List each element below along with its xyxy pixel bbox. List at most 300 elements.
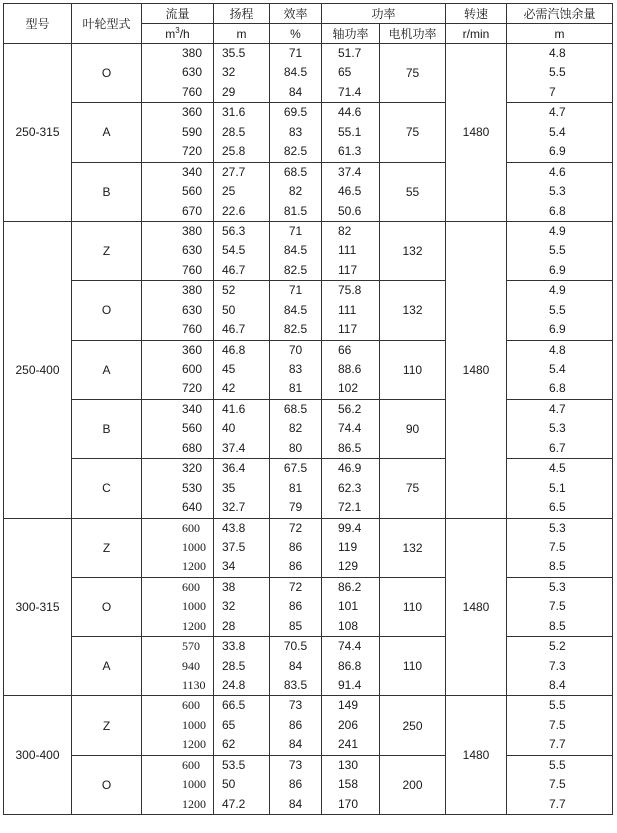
efficiency-value: 84.5 [283,243,308,258]
shaft-power-value: 56.2 [338,401,362,416]
head-cell [214,459,270,518]
head-value: 43.8 [222,520,246,535]
impeller-row [4,44,613,103]
head-value: 35 [222,480,236,495]
head-values [214,400,269,458]
npsh-value: 7.3 [549,658,566,673]
flow-values [142,341,213,399]
npsh-value: 5.3 [549,184,566,199]
npsh-value: 4.7 [549,105,566,120]
npsh-value: 7.5 [549,539,566,554]
shaft-power-cell [322,518,380,577]
npsh-value: 5.2 [549,639,566,654]
efficiency-cell [270,755,322,814]
shaft-power-values [322,281,379,339]
head-cell [214,637,270,696]
shaft-power-values [322,400,379,458]
shaft-power-value: 101 [338,599,359,614]
impeller-type-cell: O [72,755,142,814]
shaft-power-value: 111 [338,302,357,317]
shaft-power-value: 55.1 [338,124,362,139]
efficiency-header: 效率 [270,4,322,24]
efficiency-values [270,103,321,161]
efficiency-value: 84 [288,84,303,99]
flow-value: 1130 [182,678,206,692]
flow-values [142,163,213,221]
head-value: 50 [222,302,236,317]
efficiency-value: 84.5 [283,302,308,317]
efficiency-cell [270,577,322,636]
head-value: 31.6 [222,105,246,120]
efficiency-value: 86 [288,559,303,574]
model-cell: 250-400 [4,221,72,518]
flow-values [142,696,213,754]
header-row-1 [4,4,613,24]
efficiency-cell [270,340,322,399]
motor-power-cell: 110 [380,637,446,696]
motor-power-cell: 132 [380,281,446,340]
shaft-power-value: 88.6 [338,362,362,376]
npsh-value: 6.9 [549,262,566,277]
head-values [214,163,269,221]
shaft-power-value: 82 [338,223,352,238]
head-values [214,222,269,280]
head-cell [214,221,270,280]
efficiency-value: 81 [288,381,303,396]
head-value: 25 [222,184,236,199]
npsh-value: 7.5 [549,599,566,614]
flow-value: 600 [182,579,200,594]
flow-value: 640 [182,500,203,515]
power-header: 功率 [322,4,446,24]
impeller-type-cell: A [72,637,142,696]
efficiency-value: 84.5 [283,65,308,80]
shaft-power-cell [322,577,380,636]
npsh-value: 5.5 [549,698,566,713]
shaft-power-values [322,222,379,280]
npsh-cell [507,399,613,458]
impeller-row [4,755,613,814]
head-value: 46.8 [222,342,246,357]
efficiency-values [270,637,321,695]
head-values [214,756,269,814]
head-values [214,459,269,517]
flow-value: 760 [182,84,203,99]
speed-header: 转速 [446,4,507,24]
npsh-values [507,281,612,339]
npsh-values [507,578,612,636]
flow-value: 340 [182,164,203,179]
impeller-row [4,577,613,636]
shaft-power-value: 117 [338,322,358,337]
flow-value: 1000 [182,777,206,792]
shaft-power-value: 74.4 [338,421,362,436]
npsh-value: 5.4 [549,124,566,139]
efficiency-values [270,281,321,339]
efficiency-value: 70.5 [283,639,308,654]
npsh-cell [507,44,613,103]
head-value: 52 [222,283,236,298]
npsh-cell [507,518,613,577]
flow-cell [142,44,214,103]
npsh-value: 5.5 [549,302,566,317]
flow-cell [142,696,214,755]
shaft-power-cell [322,696,380,755]
npsh-value: 6.9 [549,322,566,337]
flow-value: 1000 [182,717,206,732]
npsh-cell [507,162,613,221]
efficiency-value: 73 [288,698,303,713]
flow-value: 1000 [182,539,206,554]
efficiency-unit: % [270,24,322,44]
head-cell [214,518,270,577]
npsh-values [507,163,612,221]
impeller-row [4,281,613,340]
npsh-header: 必需汽蚀余量 [507,4,613,24]
impeller-type-cell: B [72,399,142,458]
head-values [214,519,269,577]
npsh-value: 6.9 [549,144,566,159]
impeller-row [4,340,613,399]
npsh-value: 4.8 [549,342,566,357]
flow-value: 600 [182,757,200,772]
motor-power-cell: 200 [380,755,446,814]
shaft-power-cell [322,103,380,162]
shaft-power-value: 37.4 [338,164,362,179]
shaft-power-value: 71.4 [338,84,362,99]
efficiency-values [270,696,321,754]
shaft-power-cell [322,340,380,399]
impeller-type-cell: A [72,103,142,162]
npsh-cell [507,340,613,399]
flow-values [142,103,213,161]
head-value: 35.5 [222,46,246,60]
shaft-power-value: 62.3 [338,480,362,495]
npsh-value: 7.7 [549,796,566,811]
head-value: 37.4 [222,440,246,455]
npsh-values [507,756,612,814]
flow-unit-sup: 3 [175,25,180,35]
flow-value: 340 [182,401,203,416]
shaft-power-cell [322,162,380,221]
motor-power-cell: 75 [380,459,446,518]
npsh-cell [507,637,613,696]
shaft-power-cell [322,399,380,458]
impeller-type-cell: Z [72,221,142,280]
npsh-value: 5.1 [549,480,566,495]
npsh-value: 6.5 [549,500,566,515]
npsh-value: 5.3 [549,579,566,594]
flow-cell [142,755,214,814]
shaft-power-values [322,756,379,814]
impeller-type-cell: O [72,577,142,636]
head-value: 40 [222,421,236,436]
head-value: 38 [222,579,236,594]
efficiency-value: 85 [288,618,303,633]
head-values [214,103,269,161]
shaft-power-values [322,696,379,754]
efficiency-cell [270,518,322,577]
head-value: 56.3 [222,223,246,238]
flow-values [142,281,213,339]
npsh-value: 4.9 [549,283,566,298]
head-values [214,696,269,754]
npsh-values [507,222,612,280]
shaft-power-value: 91.4 [338,678,362,692]
npsh-values [507,459,612,517]
efficiency-cell [270,696,322,755]
head-value: 28 [222,618,236,633]
npsh-value: 7 [549,84,556,99]
efficiency-values [270,400,321,458]
motor-power-cell: 75 [380,103,446,162]
flow-values [142,459,213,517]
flow-value: 570 [182,639,200,654]
efficiency-cell [270,103,322,162]
motor-power-cell: 132 [380,221,446,280]
flow-value: 720 [182,381,203,396]
npsh-value: 4.7 [549,401,566,416]
head-value: 32 [222,65,236,80]
motor-power-cell: 55 [380,162,446,221]
shaft-power-cell [322,281,380,340]
efficiency-cell [270,44,322,103]
motor-power-cell: 110 [380,340,446,399]
flow-value: 1000 [182,599,206,614]
efficiency-value: 79 [288,500,303,515]
npsh-value: 5.4 [549,362,566,376]
head-value: 47.2 [222,796,246,811]
efficiency-value: 83 [288,124,303,139]
npsh-values [507,519,612,577]
efficiency-cell [270,637,322,696]
efficiency-values [270,578,321,636]
shaft-power-value: 102 [338,381,359,396]
npsh-values [507,400,612,458]
head-cell [214,281,270,340]
flow-value: 380 [182,283,203,298]
npsh-value: 5.5 [549,757,566,772]
speed-unit: r/min [446,24,507,44]
head-value: 25.8 [222,144,246,159]
shaft-power-value: 206 [338,717,359,732]
efficiency-value: 82.5 [283,262,308,277]
npsh-value: 4.8 [549,46,566,60]
head-value: 45 [222,362,236,376]
head-value: 50 [222,777,236,792]
flow-value: 1200 [182,559,206,574]
head-value: 46.7 [222,322,246,337]
head-value: 65 [222,717,236,732]
impeller-type-cell: O [72,281,142,340]
head-value: 46.7 [222,262,246,277]
flow-value: 560 [182,184,203,199]
efficiency-values [270,756,321,814]
motor-power-header: 电机功率 [380,24,446,44]
npsh-value: 7.7 [549,737,566,752]
shaft-power-value: 66 [338,342,352,357]
head-value: 53.5 [222,757,246,772]
shaft-power-value: 65 [338,65,352,80]
efficiency-value: 82.5 [283,144,308,159]
head-value: 36.4 [222,461,246,476]
model-cell: 300-315 [4,518,72,696]
head-cell [214,755,270,814]
flow-value: 720 [182,144,203,159]
flow-value: 600 [182,698,200,713]
impeller-type-cell: O [72,44,142,103]
flow-value: 590 [182,124,203,139]
efficiency-values [270,163,321,221]
shaft-power-value: 130 [338,757,359,772]
head-value: 42 [222,381,236,396]
efficiency-value: 86 [288,599,303,614]
flow-cell [142,399,214,458]
flow-cell [142,103,214,162]
head-value: 34 [222,559,236,574]
flow-values [142,578,213,636]
head-cell [214,162,270,221]
shaft-power-values [322,44,379,102]
motor-power-cell: 132 [380,518,446,577]
flow-value: 360 [182,342,203,357]
npsh-value: 6.8 [549,203,566,218]
shaft-power-cell [322,637,380,696]
shaft-power-cell [322,44,380,103]
efficiency-value: 82.5 [283,322,308,337]
shaft-power-cell [322,459,380,518]
motor-power-cell: 110 [380,577,446,636]
model-cell: 250-315 [4,44,72,222]
shaft-power-cell [322,755,380,814]
efficiency-cell [270,281,322,340]
head-value: 28.5 [222,658,246,673]
head-value: 41.6 [222,401,246,416]
efficiency-values [270,341,321,399]
impeller-type-cell: B [72,162,142,221]
efficiency-value: 71 [288,283,303,298]
npsh-value: 4.5 [549,461,566,476]
efficiency-cell [270,162,322,221]
impeller-row [4,637,613,696]
npsh-cell [507,221,613,280]
shaft-power-value: 86.5 [338,440,362,455]
motor-power-cell: 250 [380,696,446,755]
efficiency-value: 72 [288,520,303,535]
shaft-power-value: 50.6 [338,203,362,218]
flow-value: 670 [182,203,203,218]
npsh-value: 5.5 [549,243,566,258]
efficiency-cell [270,399,322,458]
flow-value: 1200 [182,796,206,811]
npsh-value: 7.5 [549,777,566,792]
flow-values [142,637,213,695]
npsh-value: 5.5 [549,65,566,80]
head-value: 54.5 [222,243,246,258]
npsh-value: 5.3 [549,520,566,535]
shaft-power-value: 117 [338,262,358,277]
shaft-power-value: 61.3 [338,144,362,159]
flow-value: 680 [182,440,203,455]
impeller-row [4,103,613,162]
shaft-power-values [322,637,379,695]
efficiency-value: 83 [288,362,303,376]
speed-cell: 1480 [446,44,507,222]
flow-value: 630 [182,65,203,80]
npsh-cell [507,577,613,636]
flow-cell [142,518,214,577]
head-value: 32.7 [222,500,246,515]
head-cell [214,103,270,162]
flow-values [142,400,213,458]
efficiency-value: 82 [288,421,303,436]
efficiency-value: 70 [288,342,303,357]
head-value: 29 [222,84,236,99]
shaft-power-value: 44.6 [338,105,362,120]
impeller-type-cell: A [72,340,142,399]
flow-value: 600 [182,362,203,376]
shaft-power-value: 75.8 [338,283,362,298]
motor-power-cell: 75 [380,44,446,103]
impeller-type-cell: C [72,459,142,518]
head-value: 28.5 [222,124,246,139]
shaft-power-value: 108 [338,618,359,633]
flow-value: 630 [182,302,203,317]
flow-cell [142,162,214,221]
flow-cell [142,637,214,696]
model-header: 型号 [4,4,72,44]
shaft-power-values [322,519,379,577]
efficiency-value: 83.5 [283,678,308,692]
npsh-value: 4.9 [549,223,566,238]
npsh-values [507,696,612,754]
shaft-power-values [322,459,379,517]
shaft-power-value: 149 [338,698,359,713]
flow-cell [142,340,214,399]
shaft-power-value: 72.1 [338,500,362,515]
shaft-power-value: 51.7 [338,46,362,60]
efficiency-cell [270,459,322,518]
shaft-power-values [322,163,379,221]
model-cell: 300-400 [4,696,72,815]
head-value: 24.8 [222,678,246,692]
shaft-power-value: 86.2 [338,579,362,594]
efficiency-value: 72 [288,579,303,594]
flow-value: 760 [182,262,203,277]
head-cell [214,340,270,399]
shaft-power-value: 119 [338,539,358,554]
npsh-value: 8.5 [549,559,566,574]
speed-cell: 1480 [446,518,507,696]
npsh-value: 8.5 [549,618,566,633]
npsh-values [507,44,612,102]
table-body [4,44,613,815]
efficiency-value: 84 [288,737,303,752]
shaft-power-value: 158 [338,777,359,792]
shaft-power-cell [322,221,380,280]
flow-values [142,756,213,814]
head-values [214,637,269,695]
efficiency-values [270,519,321,577]
head-values [214,44,269,102]
head-value: 66.5 [222,698,246,713]
flow-values [142,44,213,102]
head-value: 62 [222,737,236,752]
impeller-row [4,399,613,458]
head-value: 37.5 [222,539,246,554]
flow-value: 560 [182,421,203,436]
head-value: 33.8 [222,639,246,654]
